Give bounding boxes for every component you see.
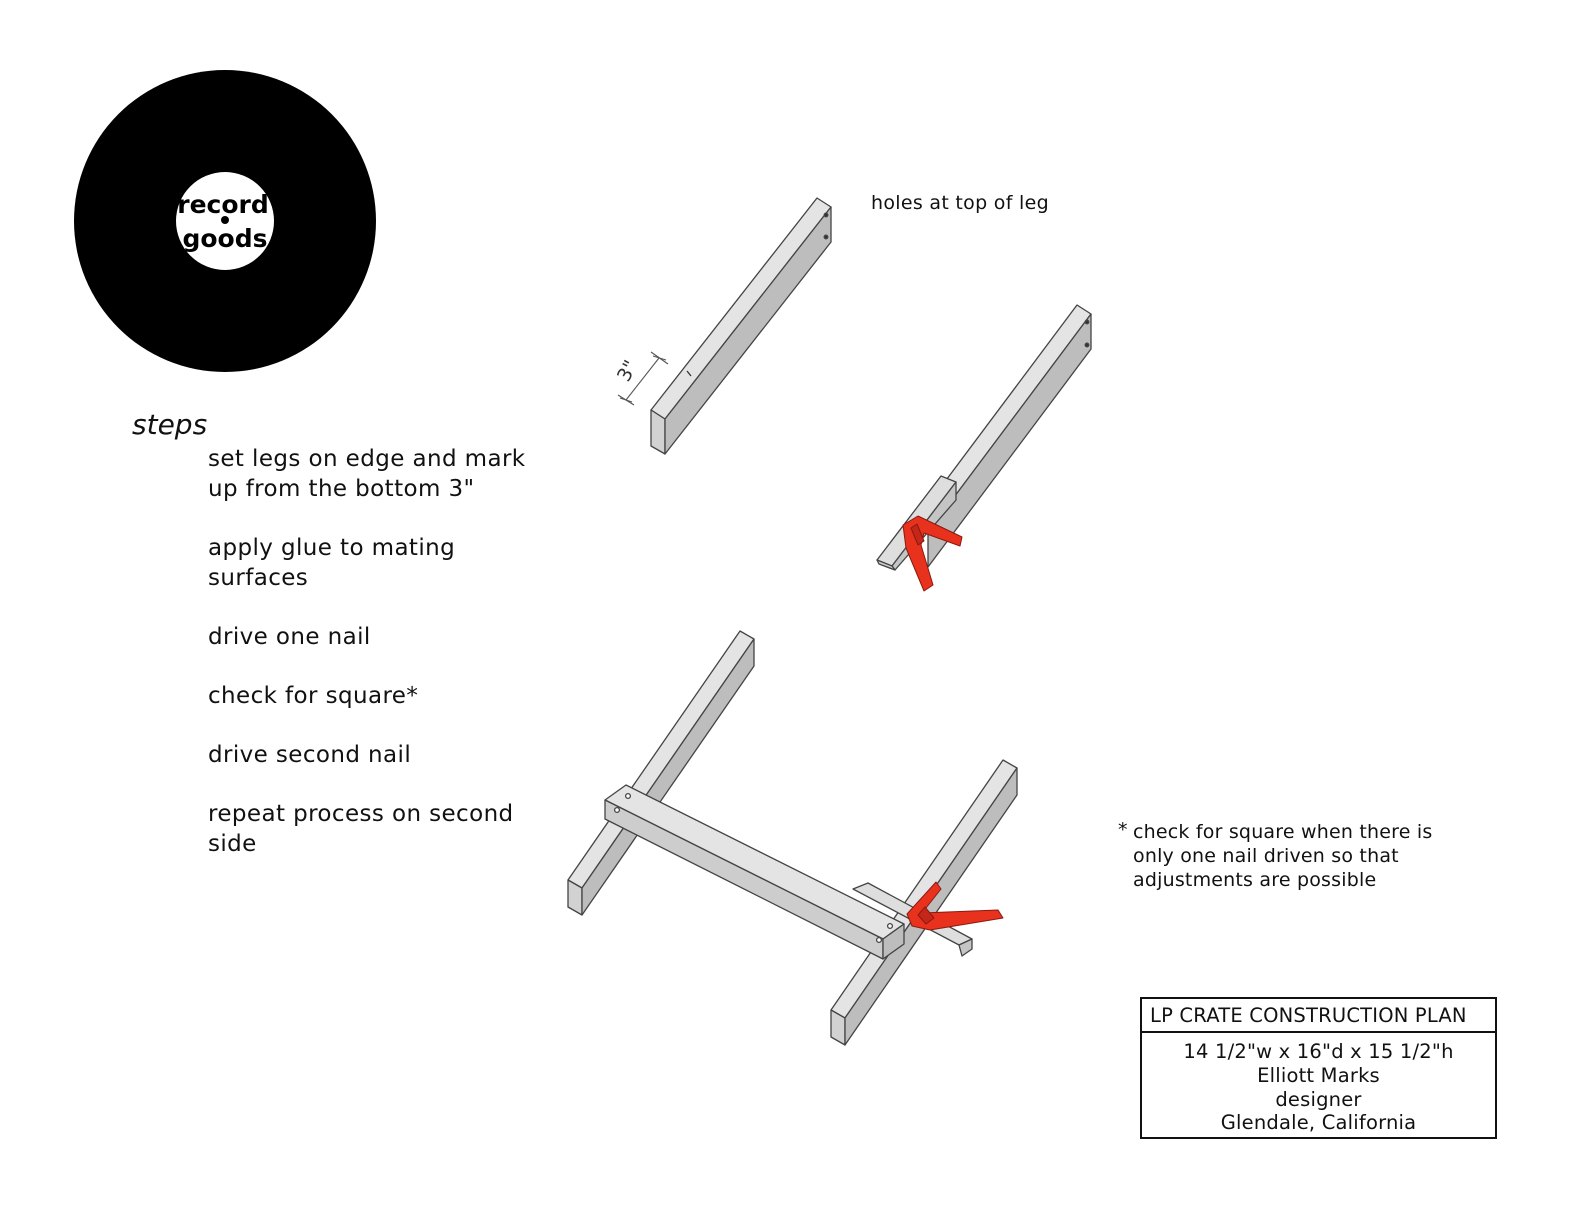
step-item: apply glue to mating surfaces [208,535,456,591]
steps-heading: steps [132,408,208,441]
square-note-asterisk: * [1118,819,1128,841]
plan-dimensions: 14 1/2"w x 16"d x 15 1/2"h [1183,1040,1454,1063]
plan-title: LP CRATE CONSTRUCTION PLAN [1142,999,1495,1033]
square-note-text: check for square when there is only one nail driven so that adjustments are possible [1133,821,1433,891]
logo-text-goods: goods [182,224,268,253]
square-note [1118,820,1478,892]
step-item: drive one nail [208,624,371,650]
title-block [1140,997,1497,1139]
dimension-label: 3" [612,356,643,386]
designer-name: Elliott Marks [1257,1063,1380,1087]
leg-marked [651,198,831,454]
steps-list [208,444,538,888]
designer-role: designer [1275,1087,1362,1111]
step-item: check for square* [208,683,419,709]
holes-note: holes at top of leg [871,192,1049,214]
step-item: repeat process on second side [208,801,514,857]
step-item: set legs on edge and mark up from the bottom 3" [208,446,526,502]
logo-text-record: record [177,190,269,219]
step-item: drive second nail [208,742,412,768]
assembly-crossbar [605,785,904,959]
title-block-body [1142,1033,1495,1135]
designer-location: Glendale, California [1220,1111,1417,1135]
